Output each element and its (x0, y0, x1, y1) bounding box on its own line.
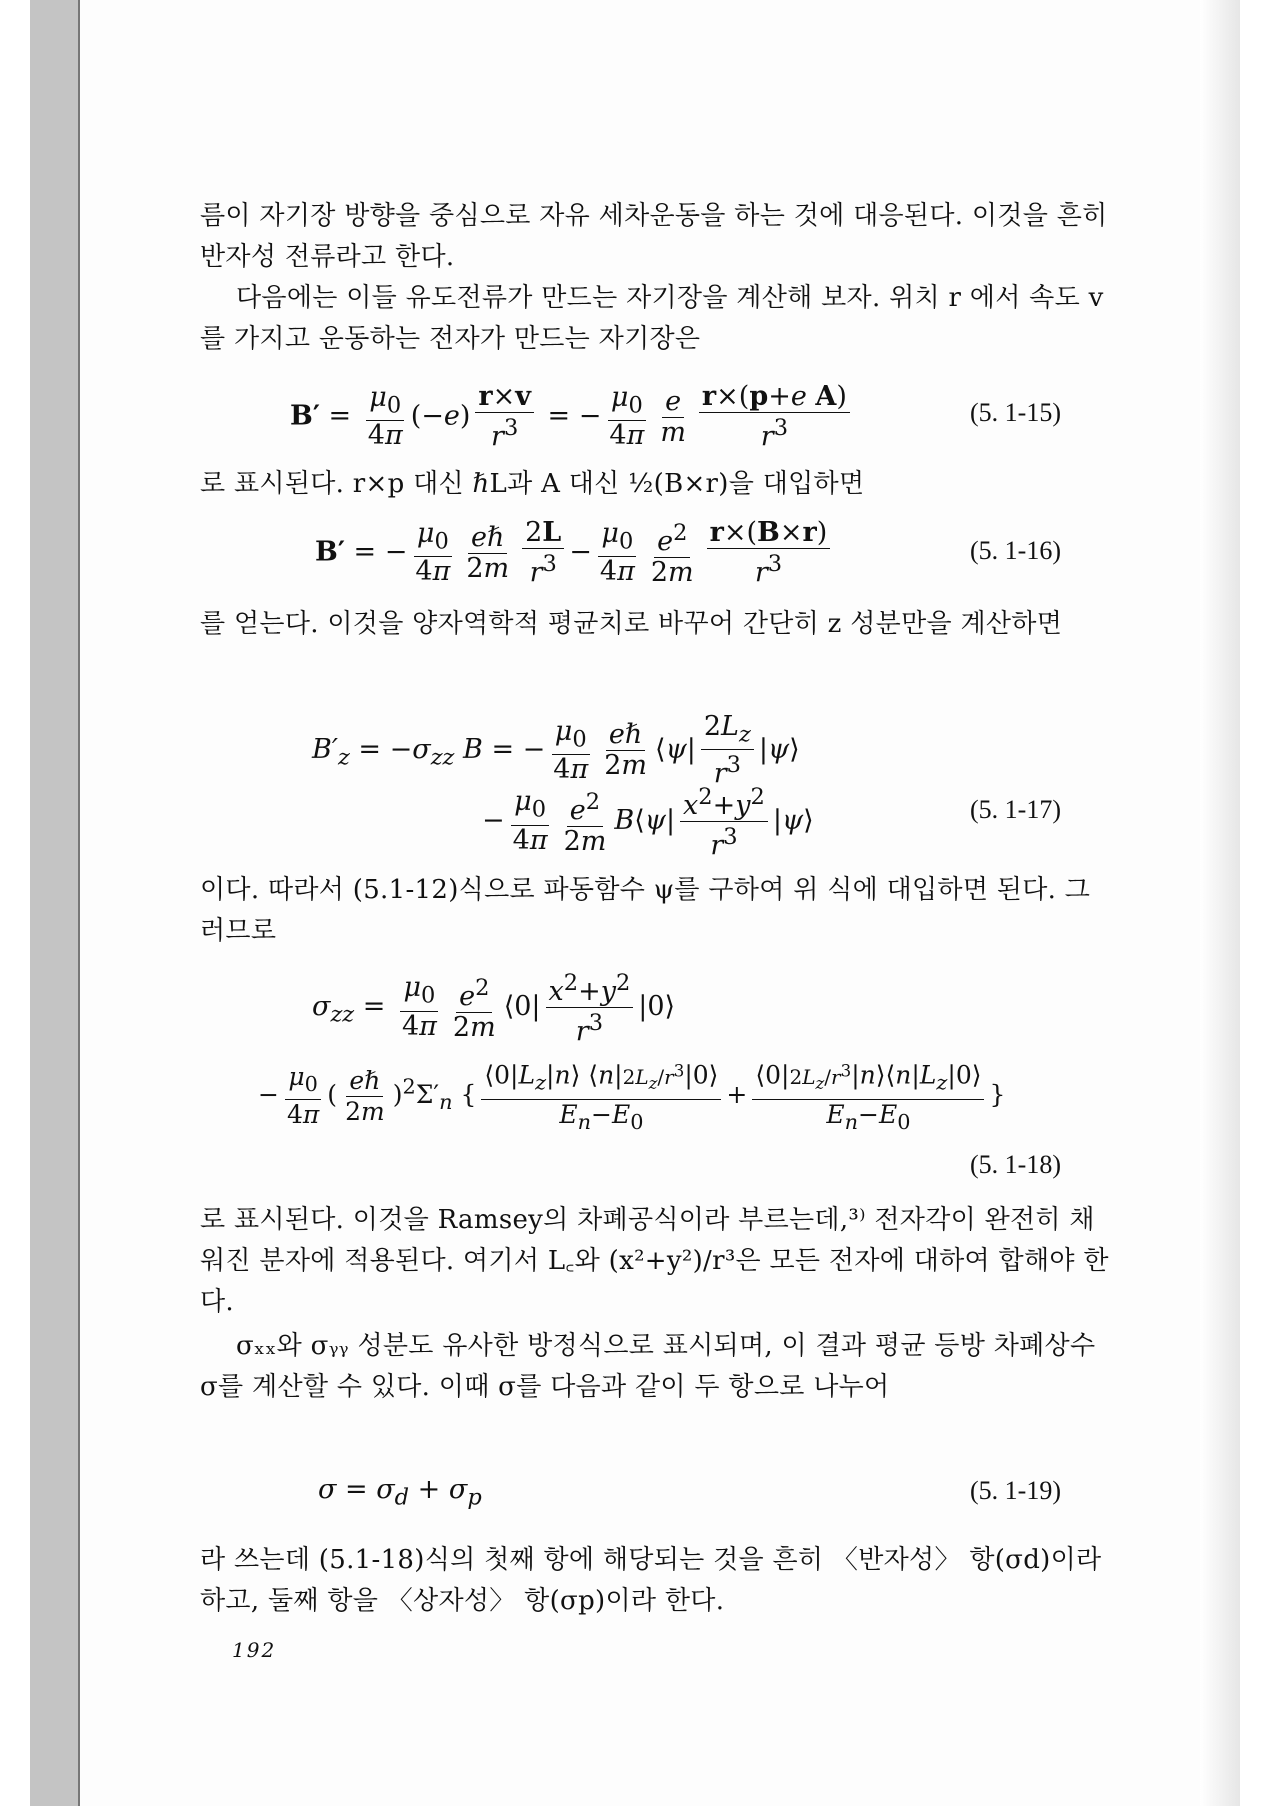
page-shade (1200, 0, 1240, 1806)
paragraph: 다음에는 이들 유도전류가 만드는 자기장을 계산해 보자. 위치 r 에서 속도 v 를 가지고 운동하는 전자가 만드는 자기장은 (200, 283, 1104, 354)
equation-5-1-16: B′ = − $\frac{\mu_0}{4\pi}$ $\frac{\text{eℏ}}{2m}$ $\frac{2L}{r^3}$ − $\frac{\mu_0}{4\pi}$ $\frac{e^2}{2m}$ $\frac{r\times(B\times r)}{r^3}$ (315, 518, 835, 588)
page-number: 192 (232, 1638, 277, 1662)
equation-5-1-18-line-1: $\sigma_{zz}$ = $\frac{\mu_0}{4\pi}$ $\frac{e^2}{2m}$ ⟨0| $\frac{x^2+y^2}{r^3}$ |0⟩ (312, 970, 676, 1047)
paragraph: 를 얻는다. 이것을 양자역학적 평균치로 바꾸어 간단히 z 성분만을 계산하면 (200, 609, 1063, 639)
equation-number: (5. 1-15) (970, 398, 1061, 427)
equation-number: (5. 1-16) (970, 536, 1061, 565)
equation-5-1-19: $\sigma = \sigma_d + \sigma_p$ (318, 1474, 482, 1511)
paragraph: σₓₓ와 σᵧᵧ 성분도 유사한 방정식으로 표시되며, 이 결과 평균 등방 차폐상수 σ를 계산할 수 있다. 이때 σ를 다음과 같이 두 항으로 나누어 (200, 1331, 1096, 1402)
book-spine (30, 0, 78, 1806)
equation-number: (5. 1-18) (970, 1150, 1061, 1179)
equation-5-1-15: B′ = $\frac{\mu_0}{4\pi}$ (−e) $\frac{r\times v}{r^3}$ = − $\frac{\mu_0}{4\pi}$ $\frac{e}{m}$ $\frac{\text{r×(p+e A)}}{r^3}$ (290, 382, 855, 452)
paragraph: 름이 자기장 방향을 중심으로 자유 세차운동을 하는 것에 대응된다. 이것을 흔히 반자성 전류라고 한다. (200, 201, 1108, 272)
equation-number: (5. 1-19) (970, 1476, 1061, 1505)
paragraph: 로 표시된다. 이것을 Ramsey의 차폐공식이라 부르는데,³⁾ 전자각이 완전히 채워진 분자에 적용된다. 여기서 L꜀와 (x²+y²)/r³은 모든 전자에 대하여 합해야 한다. (200, 1205, 1109, 1317)
equation-5-1-17-line-1: $B'_z = -\sigma_{zz}$ B = − $\frac{\mu_0}{4\pi}$ $\frac{\text{eℏ}}{2m}$ ⟨ψ| $\frac{2L_z}{r^3}$ |ψ⟩ (312, 711, 800, 790)
paragraph: 이다. 따라서 (5.1-12)식으로 파동함수 ψ를 구하여 위 식에 대입하면 된다. 그러므로 (200, 875, 1091, 946)
equation-5-1-18-line-2: − $\frac{\mu_0}{4\pi}$ ( $\frac{\text{eℏ}}{2m}$ )$^2\Sigma'_n$ { $\frac{⟨0|L_z|n⟩ ⟨n|2L_z/r^3|0⟩}{E_n-E_0}$ + $\frac{⟨0|2L_z/r^3|n⟩⟨n|L_z|0⟩}{E_n-E_0}$ } (258, 1056, 1005, 1137)
paragraph: 라 쓰는데 (5.1-18)식의 첫째 항에 해당되는 것을 흔히 〈반자성〉 항(σd)이라 하고, 둘째 항을 〈상자성〉 항(σp)이라 한다. (200, 1545, 1102, 1616)
equation-number: (5. 1-17) (970, 795, 1061, 824)
paragraph: 로 표시된다. r×p 대신 ℏL과 A 대신 ½(B×r)을 대입하면 (200, 469, 865, 499)
equation-5-1-17-line-2: − $\frac{\mu_0}{4\pi}$ $\frac{e^2}{2m}$ B⟨ψ| $\frac{x^2+y^2}{r^3}$ |ψ⟩ (482, 784, 814, 861)
